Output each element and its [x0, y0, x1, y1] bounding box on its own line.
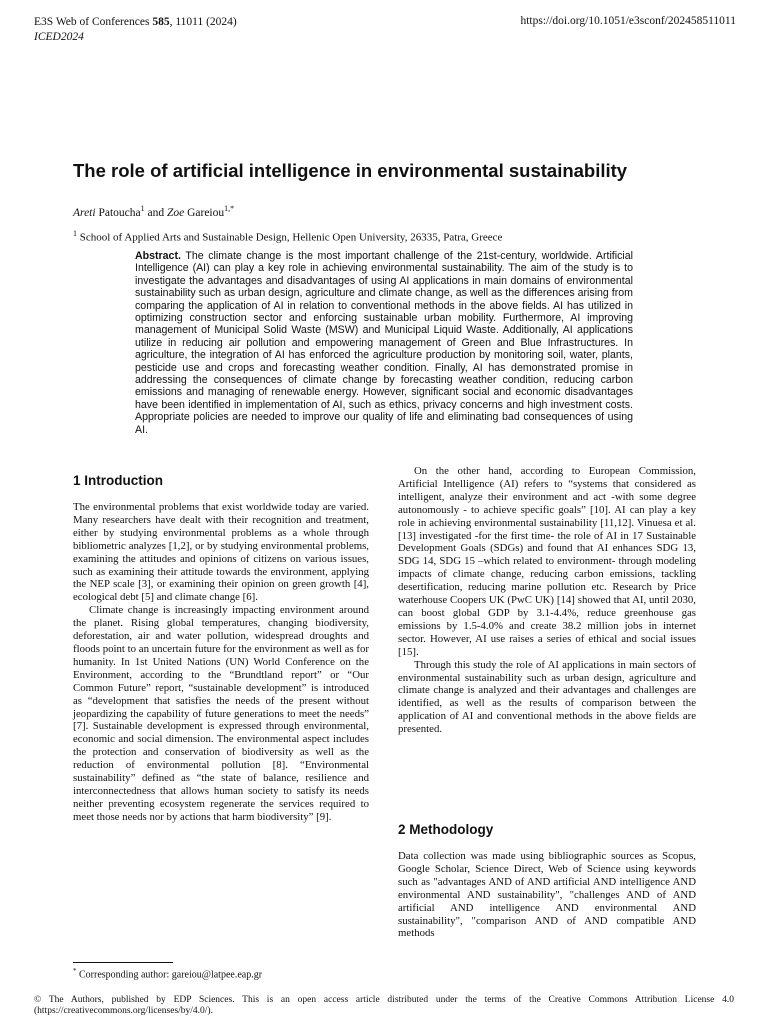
author-conjunction: and — [144, 206, 167, 219]
conference-name: ICED2024 — [34, 31, 84, 43]
paragraph: Climate change is increasingly impacting environment around the planet. Rising global temperatures, changing biodiversity, deforestation, air and water pollution, widespread droughts and floods point to an uncertain future for the environment as well as for humanity. In 1st United Nations (UN) World Conference on the Environment, according to the “Brundtland report” or “Our Common Future” report, “sustainable development” is introduced as “development that satisfies the needs of the present without jeopardizing the capability of future generations to meet the needs” [7]. Sustainable development is expressed through environmental, economic and social dimension. The environmental aspect includes the protection and conservation of biodiversity as well as the reduction of environmental pollution [8]. “Environmental sustainability” defined as “the state of balance, resilience and interconnectedness that allows human society to satisfy its needs neither preventing ecosystem regenerate the services required to meet those needs nor by actions that harm biodiversity” [9]. — [73, 604, 369, 823]
footnote-mark: * — [73, 967, 77, 975]
right-column — [398, 465, 696, 736]
journal-name: E3S Web of Conferences — [34, 16, 153, 28]
abstract-text: The climate change is the most important challenge of the 21st-century, worldwide. Artificial Intelligence (AI) can play a key role in achieving environmental sustainability. The aim of the study is to investigate the advantages and disadvantages of using AI applications in main domains of environmental sustainability such as urban design, agriculture and climate change, as well as the differences arising from comparing the application of AI in relation to conventional methods in the above fields. AI has utilized in optimizing construction sector and enforcing sustainable urban mobility. Furthermore, AI improving management of Municipal Solid Waste (MSW) and Municipal Liquid Waste. Additionally, AI applications utilize in reducing air pollution and empowering management of Green and Blue Infrastructures. In agriculture, the integration of AI has enforced the agriculture production by monitoring soil, water, plants, pesticide use and crops and forecasting weather condition. Finally, AI has demonstrated promise in addressing the consequences of climate change by forecasting weather condition, reducing carbon emissions and managing of renewable energy. However, significant social and economic disadvantages have been identified in implementation of AI, such as ethics, privacy concerns and high investment costs. Appropriate policies are needed to improve our quality of life and eliminating bad consequences of using AI. — [135, 250, 633, 436]
affiliation-mark: 1 — [73, 229, 77, 238]
left-column — [73, 501, 369, 824]
doi-link[interactable]: https://doi.org/10.1051/e3sconf/202458511011 — [520, 15, 736, 27]
methodology-text — [398, 850, 696, 940]
journal-volume: 585 — [152, 16, 170, 28]
paragraph: The environmental problems that exist worldwide today are varied. Many researchers have dealt with their recognition and treatment, either by studying environmental problems as a whole through bibliometric analyzes [1,2], or by studying environmental problems, examining the attitudes and opinions of citizens on various issues, such as examining their attitude towards the environment, applying the NEP scale [3], or examining their opinion on green growth [4], ecological debt [5] and climate change [6]. — [73, 501, 369, 604]
abstract-label: Abstract. — [135, 250, 181, 262]
author-1-last-name: Patoucha — [95, 206, 141, 219]
paragraph: On the other hand, according to European Commission, Artificial Intelligence (AI) refers to “systems that considered as intelligent, analyze their environment and act -with some degree autonomously - to achieve specific goals” [10]. AI can play a key role in achieving environmental sustainability [11,12]. Vinuesa et al. [13] investigated -for the first time- the role of AI in 17 Sustainable Development Goals (SDGs) and found that AI enhances SDG 13, SDG 14, SDG 15 –which related to environment- through modeling impacts of climate change, reducing carbon emissions, tackling desertification, reducing marine pollution etc. Research by Price waterhouse Coopers UK (PwC UK) [14] showed that AI, until 2030, can boost global GDP by 3.1-4.4%, reduce greenhouse gas emissions by 1.5-4.0% and create 38.2 million jobs in internet sector. However, AI use raises a series of ethical and social issues [15]. — [398, 465, 696, 658]
abstract — [135, 250, 633, 436]
license-notice: © The Authors, published by EDP Sciences. This is an open access article distributed under the terms of the Creative Commons Attribution License 4.0 (https://creativecommons.org/licenses/by/4.0/). — [34, 995, 734, 1016]
journal-citation — [34, 15, 237, 30]
author-list — [73, 204, 234, 219]
article-number: , 11011 (2024) — [169, 16, 237, 28]
section-heading-methodology: 2 Methodology — [398, 822, 494, 837]
affiliation — [73, 229, 502, 244]
paragraph: Data collection was made using bibliographic sources as Scopus, Google Scholar, Science Direct, Web of Science using keywords such as "advantages AND of AND artificial AND intelligence AND environmental AND sustainability", "challenges AND of AND artificial AND intelligence AND environmental AND sustainability", "comparison AND of AND compatible AND methods — [398, 850, 696, 940]
affiliation-text: School of Applied Arts and Sustainable Design, Hellenic Open University, 26335, Patra, Greece — [77, 231, 503, 244]
running-header — [34, 15, 237, 45]
author-2-last-name: Gareiou — [184, 206, 225, 219]
section-heading-introduction: 1 Introduction — [73, 473, 163, 488]
author-2-affiliation-mark: 1,* — [224, 204, 235, 213]
footnote-divider — [73, 962, 173, 963]
author-1-affiliation-mark: 1 — [140, 204, 145, 213]
paper-title: The role of artificial intelligence in environmental sustainability — [73, 160, 628, 181]
author-2-first-name: Zoe — [166, 206, 185, 219]
paragraph: Through this study the role of AI applications in main sectors of environmental sustainability such as urban design, agriculture and climate change is analyzed and their advantages and challenges are identified, as well as the results of comparison between the application of AI and conventional methods in the above fields are presented. — [398, 658, 696, 736]
author-1-first-name: Areti — [73, 206, 96, 219]
footnote — [73, 967, 262, 980]
corresponding-author: Corresponding author: gareiou@latpee.eap.gr — [76, 969, 263, 981]
